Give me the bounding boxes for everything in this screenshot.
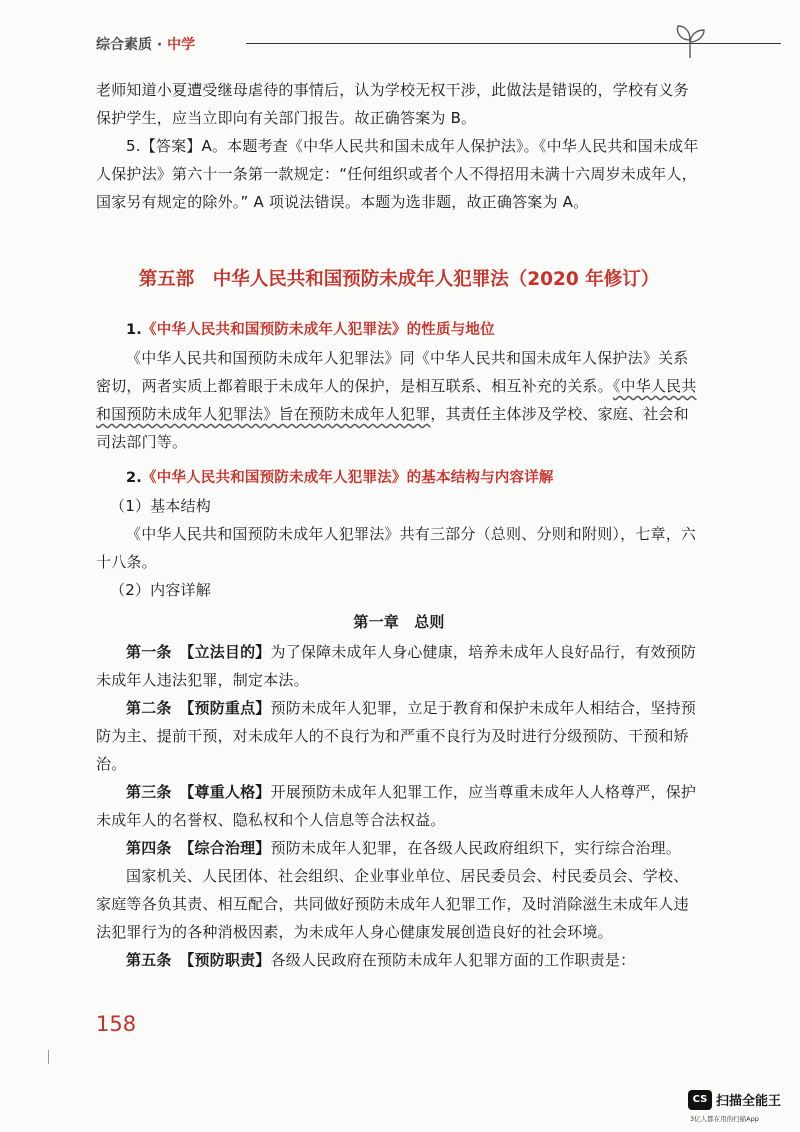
section-2-heading bbox=[96, 464, 702, 492]
article-4-label: 第四条 【综合治理】 bbox=[126, 839, 271, 857]
section-1-body-underlined: 《中华人民共和国预防未成年人犯罪法》旨在预防未成年人犯罪 bbox=[96, 377, 697, 423]
section-2-heading-rest: 的基本结构与内容详解 bbox=[406, 470, 554, 486]
subheading-structure: （1）基本结构 bbox=[110, 497, 211, 515]
section-1-body bbox=[96, 344, 702, 456]
sprout-icon bbox=[670, 20, 710, 60]
section-1-body-b: ，其责任主体涉及学校、家庭、社会和司法部门等。 bbox=[96, 405, 689, 451]
page-body bbox=[96, 76, 702, 974]
paragraph-answer-5: 5.【答案】A。本题考查《中华人民共和国未成年人保护法》。《中华人民共和国未成年人保护法》第六十一条第一款规定：“任何组织或者个人不得招用未满十六周岁未成年人，国家另有规定的除外。” A 项说法错误。本题为选非题，故正确答案为 A。 bbox=[96, 137, 699, 211]
structure-text: 《中华人民共和国预防未成年人犯罪法》共有三部分（总则、分则和附则），七章，六十八条。 bbox=[96, 525, 697, 571]
article-4-continuation: 国家机关、人民团体、社会组织、企业事业单位、居民委员会、村民委员会、学校、家庭等各负其责、相互配合，共同做好预防未成年人犯罪工作，及时消除滋生未成年人违法犯罪行为的各种消极因素，为未成年人身心健康发展创造良好的社会环境。 bbox=[96, 867, 689, 941]
article-1 bbox=[96, 638, 702, 694]
article-3-text: 开展预防未成年人犯罪工作，应当尊重未成年人人格尊严，保护未成年人的名誉权、隐私权和个人信息等合法权益。 bbox=[96, 783, 697, 829]
header-title bbox=[96, 34, 195, 54]
section-2-heading-red: 《中华人民共和国预防未成年人犯罪法》 bbox=[142, 470, 407, 486]
article-5-text: 各级人民政府在预防未成年人犯罪方面的工作职责是： bbox=[270, 951, 636, 969]
scanner-watermark bbox=[684, 1086, 796, 1126]
chapter-title: 第一章 总则 bbox=[353, 613, 445, 631]
section-1-heading bbox=[96, 316, 702, 344]
article-1-text: 为了保障未成年人身心健康，培养未成年人良好品行，有效预防未成年人违法犯罪，制定本法。 bbox=[96, 643, 697, 689]
article-1-label: 第一条 【立法目的】 bbox=[126, 643, 271, 661]
article-5 bbox=[96, 946, 702, 974]
section-2-num: 2. bbox=[126, 470, 142, 486]
subheading-details: （2）内容详解 bbox=[110, 581, 211, 599]
article-3 bbox=[96, 778, 702, 834]
article-2 bbox=[96, 694, 702, 778]
page-number: 158 bbox=[96, 1012, 137, 1036]
article-2-text: 预防未成年人犯罪，立足于教育和保护未成年人相结合，坚持预防为主、提前干预，对未成年人的不良行为和严重不良行为及时进行分级预防、干预和矫治。 bbox=[96, 699, 697, 773]
section-1-body-a: 《中华人民共和国预防未成年人犯罪法》同《中华人民共和国未成年人保护法》关系密切，两者实质上都着眼于未成年人的保护，是相互联系、相互补充的关系。 bbox=[96, 349, 689, 395]
header-title-left: 综合素质 · bbox=[96, 37, 168, 53]
article-4-text: 预防未成年人犯罪，在各级人民政府组织下，实行综合治理。 bbox=[270, 839, 681, 857]
section-1-heading-red: 《中华人民共和国预防未成年人犯罪法》 bbox=[142, 322, 407, 338]
scanner-logo-icon: CS bbox=[688, 1090, 712, 1110]
scanner-name: 扫描全能王 bbox=[716, 1094, 782, 1109]
running-header bbox=[96, 28, 706, 58]
article-2-label: 第二条 【预防重点】 bbox=[126, 699, 271, 717]
article-5-label: 第五条 【预防职责】 bbox=[126, 951, 271, 969]
paragraph-prev-answer: 老师知道小夏遭受继母虐待的事情后，认为学校无权干涉，此做法是错误的，学校有义务保护学生，应当立即向有关部门报告。故正确答案为 B。 bbox=[96, 81, 689, 127]
article-3-label: 第三条 【尊重人格】 bbox=[126, 783, 271, 801]
scan-mark bbox=[48, 1050, 49, 1064]
scanner-tagline: 3亿人都在用的扫描App bbox=[690, 1115, 759, 1123]
article-4 bbox=[96, 834, 702, 862]
section-1-num: 1. bbox=[126, 322, 142, 338]
part-title: 第五部 中华人民共和国预防未成年人犯罪法（2020 年修订） bbox=[138, 269, 660, 290]
section-1-heading-rest: 的性质与地位 bbox=[406, 322, 495, 338]
header-title-right: 中学 bbox=[167, 37, 196, 53]
